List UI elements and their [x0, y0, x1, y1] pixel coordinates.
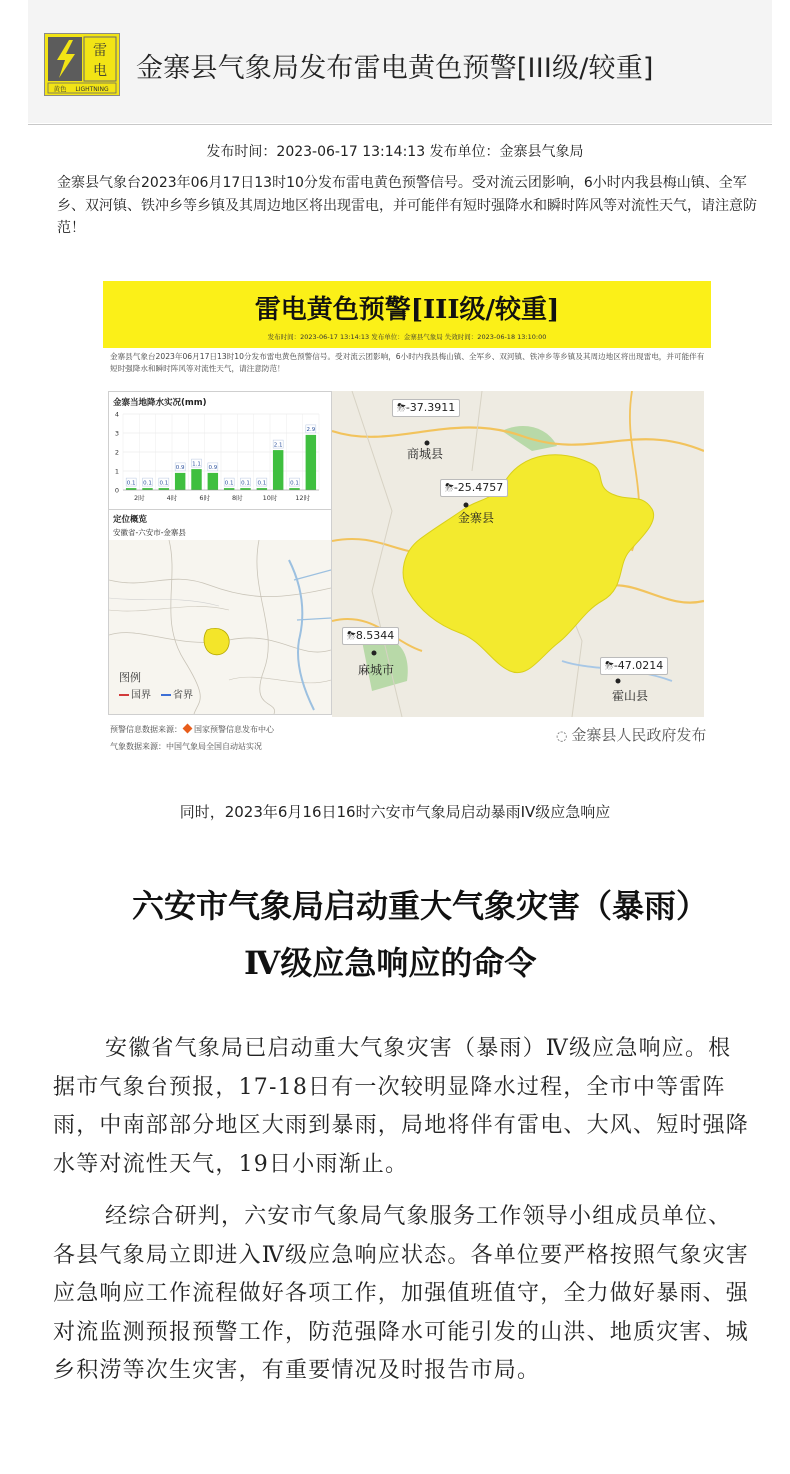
notice-body: 金寨县气象台2023年06月17日13时10分发布雷电黄色预警信号。受对流云团影响，6小时内我县梅山镇、全军乡、双河镇、铁冲乡等乡镇及其周边地区将出现雷电，并可能伴有短时强降水和瞬时阵风等对流性天气，请注意防范！: [57, 175, 757, 236]
warning-center-logo-icon: [183, 724, 193, 734]
source-warning-label: 预警信息数据来源：: [110, 725, 182, 734]
image-caption: 同时，2023年6月16日16时六安市气象局启动暴雨IV级应急响应: [179, 803, 611, 821]
map-label-jinzhai: 金寨县: [458, 511, 495, 525]
graphic-meta: 发布时间：2023-06-17 13:14:13 发布单位：金寨县气象局 失效时间：2023-06-18 13:10:00: [267, 333, 547, 341]
icon-band-en: LIGHTNING: [75, 86, 109, 93]
watermark-text: 金寨县人民政府发布: [571, 726, 707, 744]
chart-title: 金寨当地降水实况(mm): [113, 398, 207, 408]
order-title-line-2: Ⅳ级应急响应的命令: [244, 944, 537, 982]
icon-band-cn: 黄色: [53, 85, 67, 93]
wechat-icon: ◌: [556, 729, 568, 744]
icon-char-lightning: 电: [93, 63, 107, 79]
location-title: 定位概览: [113, 515, 148, 525]
map-label-shangcheng: 商城县: [407, 447, 444, 461]
legend-provincial: 省界: [173, 690, 193, 701]
chart-data-label: 0.9: [208, 465, 218, 472]
order-paragraph-2: 经综合研判，六安市气象局气象服务工作领导小组成员单位、各县气象局立即进入Ⅳ级应急响应状态。各单位要严格按照气象灾害应急响应工作流程做好各项工作，加强值班值守，全力做好暴雨、强对流监测预报预警工作，防范强降水可能引发的山洪、地质灾害、城乡积涝等次生灾害，有重要情况及时报告市局。: [53, 1204, 750, 1383]
chart-data-label: 0.9: [175, 465, 185, 472]
chart-bar: [191, 469, 201, 490]
chart-xtick-label: 2时: [134, 494, 145, 502]
chart-data-label: 0.1: [159, 480, 169, 487]
panel-divider: [109, 509, 331, 510]
publisher-watermark: [556, 724, 706, 745]
chart-data-label: 1.1: [192, 461, 201, 468]
map-label-macheng: 麻城市: [358, 663, 395, 677]
source-weather: 气象数据来源：中国气象局全国自动站实况: [110, 742, 262, 751]
chart-ytick-label: 1: [114, 467, 119, 476]
chart-ytick-label: 2: [114, 448, 119, 457]
station-value-4: -47.0214: [613, 659, 664, 672]
chart-data-label: 0.1: [126, 480, 136, 487]
chart-data-label: 0.1: [224, 480, 234, 487]
graphic-title: 雷电黄色预警[III级/较重]: [254, 295, 560, 325]
source-warning: [110, 724, 274, 735]
chart-xtick-label: 6时: [199, 494, 210, 502]
header-divider: [28, 124, 772, 125]
chart-data-label: 0.1: [241, 480, 250, 487]
station-value-3: 8.5344: [355, 629, 395, 642]
provincial-border-swatch: [161, 694, 171, 696]
graphic-text: 金寨县气象台2023年06月17日13时10分发布雷电黄色预警信号。受对流云团影响，6小时内我县梅山镇、全军乡、双河镇、铁冲乡等乡镇及其周边地区将出现雷电，并可能伴有短时强降水和瞬时阵风等对流性天气，请注意防范！: [110, 352, 705, 373]
graphic-banner: [103, 281, 711, 348]
publish-meta: 发布时间：2023-06-17 13:14:13 发布单位：金寨县气象局: [206, 144, 584, 160]
chart-xtick-label: 10时: [262, 494, 278, 502]
station-jinzhai: ⛈-25.4757: [440, 479, 508, 497]
page-title: 金寨县气象局发布雷电黄色预警[III级/较重]: [136, 53, 654, 84]
station-value-2: -25.4757: [453, 481, 504, 494]
location-subtitle: 安徽省-六安市-金寨县: [113, 528, 186, 537]
chart-bar: [175, 473, 185, 490]
chart-bar: [273, 450, 283, 490]
icon-char-thunder: 雷: [93, 43, 107, 59]
chart-bar: [306, 435, 316, 490]
chart-ytick-label: 3: [114, 429, 119, 438]
legend-items: [119, 686, 193, 701]
chart-data-label: 0.1: [257, 480, 267, 487]
source-warning-org: 国家预警信息发布中心: [194, 725, 274, 734]
chart-xtick-label: 8时: [232, 494, 243, 502]
chart-data-label: 0.1: [290, 480, 299, 487]
station-value-1: -37.3911: [405, 401, 456, 414]
station-macheng: ⛈8.5344: [342, 627, 399, 645]
warning-map: [332, 391, 704, 717]
chart-xtick-label: 12时: [295, 494, 311, 502]
legend-title: 图例: [119, 671, 141, 684]
chart-xtick-label: 4时: [166, 494, 178, 502]
warning-graphic: [98, 281, 718, 759]
legend-national: 国界: [131, 690, 151, 701]
lightning-warning-icon: [44, 33, 120, 96]
order-title-line-1: 六安市气象局启动重大气象灾害（暴雨）: [132, 887, 709, 925]
chart-ytick-label: 0: [114, 486, 119, 495]
order-paragraph-1: 安徽省气象局已启动重大气象灾害（暴雨）Ⅳ级应急响应。根据市气象台预报，17-18日有一次较明显降水过程，全市中等雷阵雨，中南部部分地区大雨到暴雨，局地将伴有雷电、大风、短时强降水等对流性天气，19日小雨渐止。: [53, 1036, 750, 1177]
national-border-swatch: [119, 694, 129, 696]
chart-data-label: 0.1: [143, 480, 152, 487]
chart-ytick-label: 4: [114, 410, 119, 419]
chart-data-label: 2.9: [306, 427, 316, 434]
chart-data-label: 2.1: [273, 442, 283, 449]
map-label-huoshan: 霍山县: [612, 689, 649, 703]
rainfall-chart: [109, 408, 331, 508]
station-shangcheng: ⛈-37.3911: [392, 399, 460, 417]
graphic-left-panel: [108, 391, 332, 715]
station-huoshan: ⛈-47.0214: [600, 657, 668, 675]
chart-bar: [208, 473, 218, 490]
